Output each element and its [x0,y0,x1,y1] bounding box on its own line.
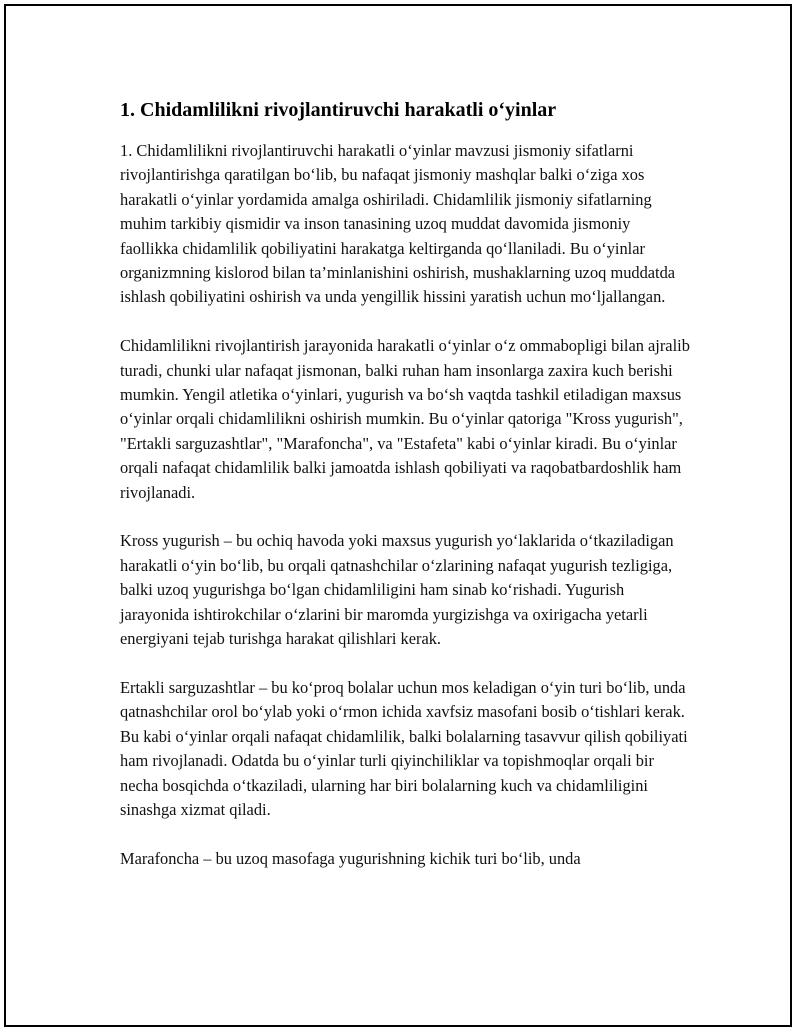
paragraph-popularity: Chidamlilikni rivojlantirish jarayonida harakatli o‘yinlar o‘z ommabopligi bilan ajralib turadi, chunki ular nafaqat jismonan, balki ruhan ham insonlarga zaxira kuch berishi mumkin. Yengil atletika o‘yinlari, yugurish va bo‘sh vaqtda tashkil etiladigan maxsus o‘yinlar orqali chidamlilikni oshirish mumkin. Bu o‘yinlar qatoriga "Kross yugurish", "Ertakli sarguzashtlar", "Marafoncha", va "Estafeta" kabi o‘yinlar kiradi. Bu o‘yinlar orqali nafaqat chidamlilik balki jamoatda ishlash qobiliyati va raqobatbardoshlik ham rivojlanadi. [120,336,690,502]
document-content [120,98,690,896]
paragraph-marathon: Marafoncha – bu uzoq masofaga yugurishning kichik turi bo‘lib, unda [120,848,581,868]
paragraph-intro: 1. Chidamlilikni rivojlantiruvchi harakatli o‘yinlar mavzusi jismoniy sifatlarni rivojlantirishga qaratilgan bo‘lib, bu nafaqat jismoniy mashqlar balki o‘ziga xos harakatli o‘yinlar yordamida amalga oshiriladi. Chidamlilik jismoniy sifatlarning muhim tarkibiy qismidir va inson tanasining uzoq muddat davomida jismoniy faollikka chidamlilik qobiliyatini harakatga keltirganda qo‘llaniladi. Bu o‘yinlar organizmning kislorod bilan ta’minlanishini oshirish, mushaklarning uzoq muddatda ishlash qobiliyatini oshirish va unda yengillik hissini yaratish uchun mo‘ljallangan. [120,141,676,307]
paragraph-cross-running: Kross yugurish – bu ochiq havoda yoki maxsus yugurish yo‘laklarida o‘tkaziladigan harakatli o‘yin bo‘lib, bu orqali qatnashchilar o‘zlarining nafaqat yugurish tezligiga, balki uzoq yugurishga bo‘lgan chidamliligini ham sinab ko‘rishadi. Yugurish jarayonida ishtirokchilar o‘zlarini bir maromda yurgizishga va oxirigacha yetarli energiyani tejab turishga harakat qilishlari kerak. [120,531,674,649]
paragraph-fairy-adventures: Ertakli sarguzashtlar – bu ko‘proq bolalar uchun mos keladigan o‘yin turi bo‘lib, unda qatnashchilar orol bo‘ylab yoki o‘rmon ichida xavfsiz masofani bosib o‘tishlari kerak. Bu kabi o‘yinlar orqali nafaqat chidamlilik, balki bolalarning tasavvur qilish qobiliyati ham rivojlanadi. Odatda bu o‘yinlar turli qiyinchiliklar va topishmoqlar orqali bir necha bosqichda o‘tkaziladi, ularning har biri bolalarning kuch va chidamliligini sinashga xizmat qiladi. [120,677,688,819]
document-page [4,4,792,1027]
document-title: 1. Chidamlilikni rivojlantiruvchi harakatli o‘yinlar [120,99,557,121]
